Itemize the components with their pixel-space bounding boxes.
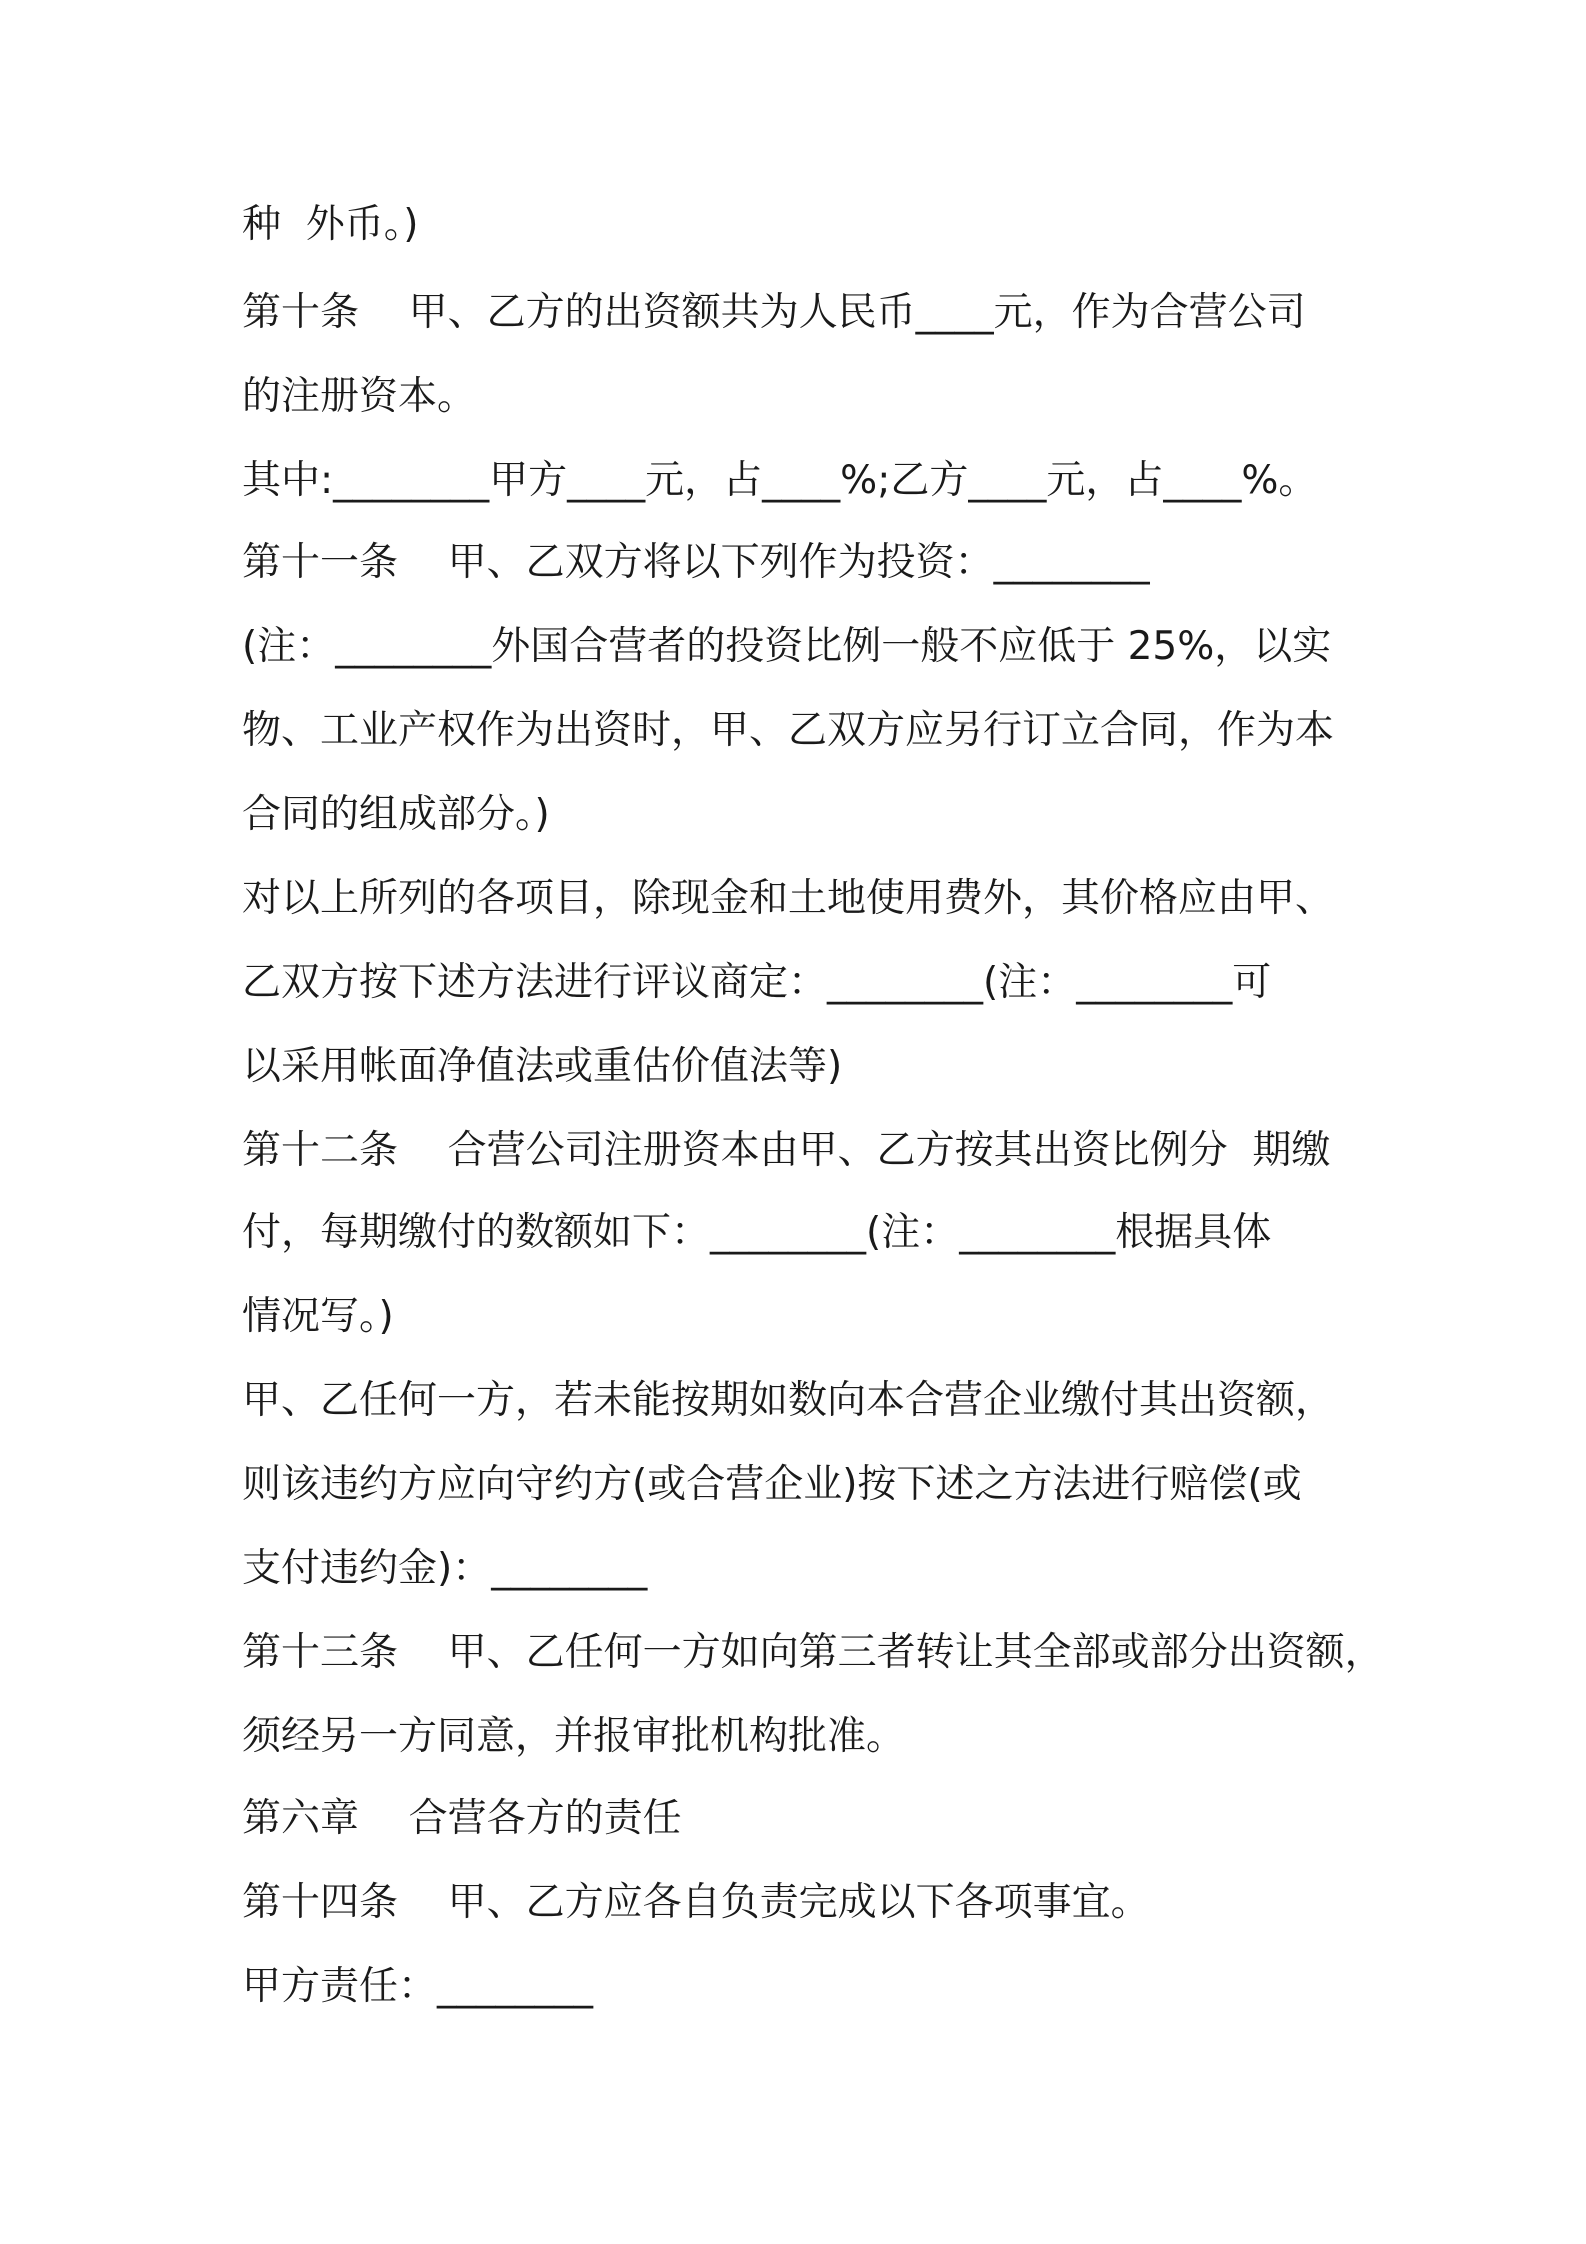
note-line-3: 合同的组成部分。) bbox=[242, 792, 550, 837]
article-11-line: 第十一条 甲、乙双方将以下列作为投资：________ bbox=[242, 540, 1150, 585]
capital-split-line: 其中:________甲方____元，占____%;乙方____元，占____%。 bbox=[242, 458, 1318, 503]
default-line-3: 支付违约金)：________ bbox=[242, 1546, 648, 1591]
valuation-line-3: 以采用帐面净值法或重估价值法等) bbox=[242, 1044, 843, 1089]
party-a-duties-line: 甲方责任：________ bbox=[242, 1964, 594, 2009]
article-13-line-1: 第十三条 甲、乙任何一方如向第三者转让其全部或部分出资额， bbox=[242, 1630, 1384, 1675]
note-line-2: 物、工业产权作为出资时，甲、乙双方应另行订立合同，作为本 bbox=[242, 708, 1335, 753]
article-12-line-1: 第十二条 合营公司注册资本由甲、乙方按其出资比例分 期缴 bbox=[242, 1128, 1331, 1173]
valuation-line-2: 乙双方按下述方法进行评议商定：________(注：________可 bbox=[242, 960, 1272, 1005]
article-13-line-2: 须经另一方同意，并报审批机构批准。 bbox=[242, 1714, 906, 1759]
article-12-line-2: 付，每期缴付的数额如下：________(注：________根据具体 bbox=[242, 1210, 1272, 1255]
default-line-2: 则该违约方应向守约方(或合营企业)按下述之方法进行赔偿(或 bbox=[242, 1462, 1302, 1507]
article-10-line-2: 的注册资本。 bbox=[242, 374, 477, 419]
article-12-line-3: 情况写。) bbox=[242, 1294, 394, 1339]
valuation-line-1: 对以上所列的各项目，除现金和土地使用费外，其价格应由甲、 bbox=[242, 876, 1335, 921]
article-10-line-1: 第十条 甲、乙方的出资额共为人民币____元，作为合营公司 bbox=[242, 290, 1306, 335]
text-line: 种 外币。) bbox=[242, 202, 419, 247]
article-14-line: 第十四条 甲、乙方应各自负责完成以下各项事宜。 bbox=[242, 1880, 1150, 1925]
default-line-1: 甲、乙任何一方，若未能按期如数向本合营企业缴付其出资额， bbox=[242, 1378, 1335, 1423]
chapter-6-heading: 第六章 合营各方的责任 bbox=[242, 1796, 682, 1841]
note-line-1: (注：________外国合营者的投资比例一般不应低于 25%，以实 bbox=[242, 624, 1332, 669]
